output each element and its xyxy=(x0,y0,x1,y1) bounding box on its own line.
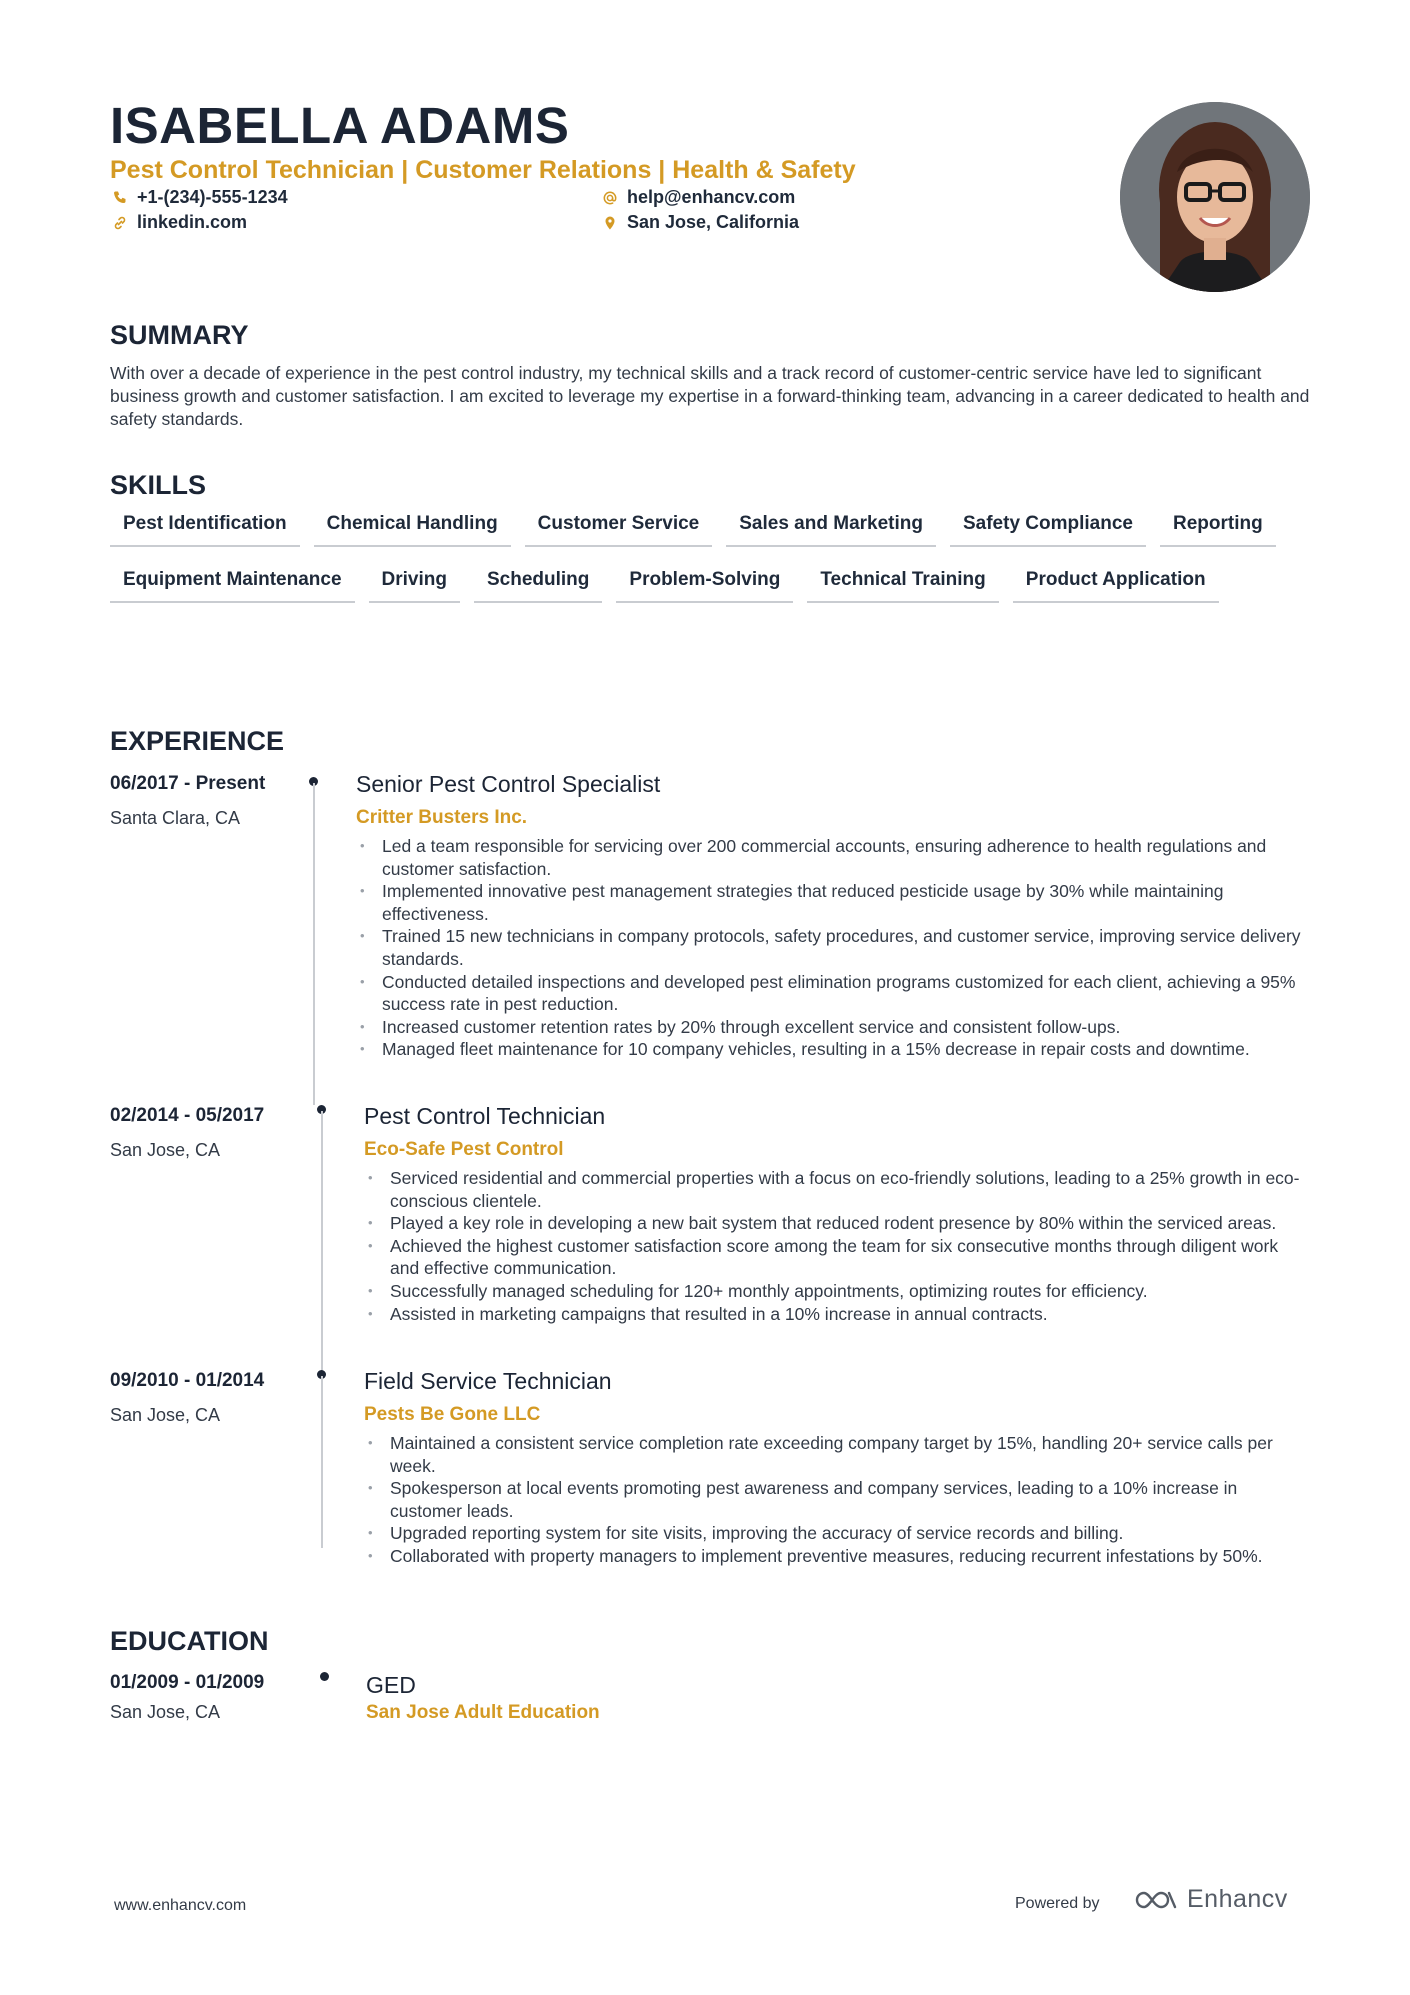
job-bullets xyxy=(356,835,1306,1061)
experience-heading: EXPERIENCE xyxy=(110,726,285,756)
enhancv-brand-text: Enhancv xyxy=(1187,1885,1288,1913)
timeline-line xyxy=(321,1376,323,1548)
education-location: San Jose, CA xyxy=(110,1702,221,1722)
job-bullet: • Collaborated with property managers to implement preventive measures, reducing recurrent infestations by 50%. xyxy=(364,1545,1310,1568)
link-icon xyxy=(112,215,128,231)
skill-tag: Product Application xyxy=(1013,566,1219,603)
skill-tag: Scheduling xyxy=(474,566,602,603)
job-company: Critter Busters Inc. xyxy=(356,807,528,828)
skill-tag: Problem-Solving xyxy=(616,566,793,603)
job-bullet: • Maintained a consistent service completion rate exceeding company target by 15%, handling 20+ service calls per week. xyxy=(364,1432,1310,1477)
job-location: Santa Clara, CA xyxy=(110,808,241,828)
linkedin-text[interactable]: linkedin.com xyxy=(137,212,248,232)
job-bullet: • Assisted in marketing campaigns that resulted in a 10% increase in annual contracts. xyxy=(364,1303,1310,1326)
job-company: Eco-Safe Pest Control xyxy=(364,1139,564,1160)
contact-location xyxy=(602,212,799,233)
skill-tag: Sales and Marketing xyxy=(726,510,936,547)
summary-heading: SUMMARY xyxy=(110,320,249,350)
job-bullets xyxy=(364,1432,1310,1568)
job-bullet: • Trained 15 new technicians in company protocols, safety procedures, and customer service, improving service delivery standards. xyxy=(356,925,1306,970)
job-bullet: • Conducted detailed inspections and developed pest elimination programs customized for each client, achieving a 95% success rate in pest reduction. xyxy=(356,971,1306,1016)
footer-powered-by: Powered by xyxy=(1015,1895,1100,1912)
phone-icon xyxy=(112,190,128,206)
education-dates: 01/2009 - 01/2009 xyxy=(110,1672,265,1693)
education-degree: GED xyxy=(366,1672,416,1698)
timeline-line xyxy=(321,1111,323,1371)
skill-tag: Pest Identification xyxy=(110,510,300,547)
skill-tag: Chemical Handling xyxy=(314,510,511,547)
education-school: San Jose Adult Education xyxy=(366,1702,600,1723)
contact-linkedin[interactable] xyxy=(112,212,247,233)
skill-tag: Safety Compliance xyxy=(950,510,1146,547)
job-role: Senior Pest Control Specialist xyxy=(356,771,661,797)
job-role: Field Service Technician xyxy=(364,1368,612,1394)
job-bullet: • Achieved the highest customer satisfaction score among the team for six consecutive months through diligent work and effective communication. xyxy=(364,1235,1310,1280)
summary-text: With over a decade of experience in the pest control industry, my technical skills and a track record of customer-centric service have led to significant business growth and customer satisfaction. I am excited to leverage my expertise in a forward-thinking team, advancing in a career dedicated to health and safety standards. xyxy=(110,363,1310,429)
map-pin-icon xyxy=(602,215,618,231)
job-bullet: • Successfully managed scheduling for 120+ monthly appointments, optimizing routes for efficiency. xyxy=(364,1280,1310,1303)
skill-tag: Reporting xyxy=(1160,510,1276,547)
job-location: San Jose, CA xyxy=(110,1405,221,1425)
skill-tag: Driving xyxy=(369,566,460,603)
job-bullet: • Played a key role in developing a new bait system that reduced rodent presence by 80% within the serviced areas. xyxy=(364,1212,1310,1235)
job-dates: 06/2017 - Present xyxy=(110,773,266,794)
timeline-line xyxy=(313,783,315,1105)
candidate-title: Pest Control Technician | Customer Relations | Health & Safety xyxy=(110,156,856,184)
job-role: Pest Control Technician xyxy=(364,1103,606,1129)
job-company: Pests Be Gone LLC xyxy=(364,1404,541,1425)
contact-phone xyxy=(112,187,288,208)
footer-website[interactable]: www.enhancv.com xyxy=(114,1897,247,1914)
job-bullet: • Serviced residential and commercial properties with a focus on eco-friendly solutions, leading to a 25% growth in eco-conscious clientele. xyxy=(364,1167,1310,1212)
job-bullet: • Increased customer retention rates by 20% through excellent service and consistent follow-ups. xyxy=(356,1016,1306,1039)
email-text[interactable]: help@enhancv.com xyxy=(627,187,796,207)
job-bullet: • Led a team responsible for servicing over 200 commercial accounts, ensuring adherence to health regulations and customer satisfaction. xyxy=(356,835,1306,880)
skill-tag: Equipment Maintenance xyxy=(110,566,355,603)
skill-tag: Technical Training xyxy=(807,566,998,603)
profile-photo xyxy=(1120,102,1310,292)
job-dates: 09/2010 - 01/2014 xyxy=(110,1370,265,1391)
skills-list xyxy=(110,510,1310,603)
job-bullet: • Implemented innovative pest management strategies that reduced pesticide usage by 30% while maintaining effectiveness. xyxy=(356,880,1306,925)
timeline-dot xyxy=(320,1672,329,1681)
location-text: San Jose, California xyxy=(627,212,800,232)
phone-text: +1-(234)-555-1234 xyxy=(137,187,288,207)
contact-email[interactable] xyxy=(602,187,795,208)
enhancv-logo-icon xyxy=(1133,1888,1179,1912)
job-bullets xyxy=(364,1167,1310,1325)
candidate-name: ISABELLA ADAMS xyxy=(110,97,570,154)
job-bullet: • Managed fleet maintenance for 10 company vehicles, resulting in a 15% decrease in repair costs and downtime. xyxy=(356,1038,1306,1061)
job-bullet: • Upgraded reporting system for site visits, improving the accuracy of service records and billing. xyxy=(364,1522,1310,1545)
job-dates: 02/2014 - 05/2017 xyxy=(110,1105,265,1126)
job-bullet: • Spokesperson at local events promoting pest awareness and company services, leading to a 10% increase in customer leads. xyxy=(364,1477,1310,1522)
profile-photo-image xyxy=(1120,102,1310,292)
skill-tag: Customer Service xyxy=(525,510,713,547)
at-icon xyxy=(602,190,618,206)
skills-heading: SKILLS xyxy=(110,470,207,500)
education-heading: EDUCATION xyxy=(110,1626,269,1656)
job-location: San Jose, CA xyxy=(110,1140,221,1160)
enhancv-brand[interactable] xyxy=(1133,1885,1288,1914)
